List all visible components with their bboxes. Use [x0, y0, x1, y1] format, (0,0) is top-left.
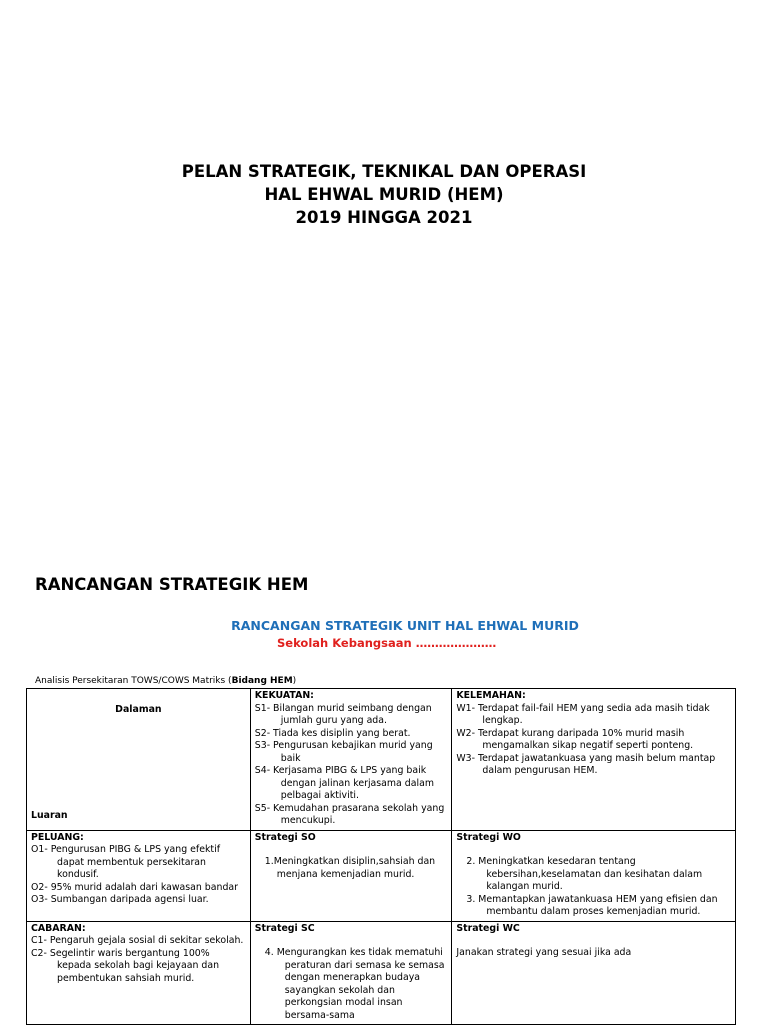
unit-heading: RANCANGAN STRATEGIK UNIT HAL EHWAL MURID	[231, 618, 579, 633]
analysis-suffix: )	[292, 676, 297, 686]
kekuatan-cell	[250, 689, 452, 831]
kekuatan-item: S4- Kerjasama PIBG & LPS yang baik dengan jalinan kerjasama dalam pelbagai aktiviti.	[254, 765, 434, 801]
strategi-sc-item: 4. Mengurangkan kes tidak mematuhi peraturan dari semasa ke semasa dengan menerapkan budaya sayangkan sekolah dan perkongsian modal insan bersama-sama	[264, 947, 445, 1021]
strategi-sc-cell	[250, 921, 452, 1025]
kekuatan-item: S3- Pengurusan kebajikan murid yang baik	[254, 740, 433, 764]
analysis-bold: Bidang HEM	[231, 676, 293, 686]
cabaran-header: CABARAN:	[31, 922, 86, 934]
peluang-header: PELUANG:	[31, 831, 84, 843]
strategi-wo-header: Strategi WO	[456, 831, 521, 843]
peluang-item: O3- Sumbangan daripada agensi luar.	[31, 894, 209, 905]
kekuatan-item: S2- Tiada kes disiplin yang berat.	[254, 727, 411, 739]
strategi-sc-header: Strategi SC	[254, 922, 315, 934]
strategi-wc-cell	[452, 921, 736, 1025]
tows-matrix-table	[26, 688, 736, 1025]
strategi-wo-item: 3. Memantapkan jawatankuasa HEM yang efisien dan membantu dalam proses kemenjadian murid.	[466, 893, 718, 917]
table-row-header	[27, 689, 736, 831]
cabaran-item: C2- Segelintir waris bergantung 100% kepada sekolah bagi kejayaan dan pembentukan sahsiah murid.	[31, 947, 220, 984]
cabaran-item: C1- Pengaruh gejala sosial di sekitar sekolah.	[31, 935, 244, 946]
peluang-item: O2- 95% murid adalah dari kawasan bandar	[31, 881, 238, 893]
table-row-peluang	[27, 830, 736, 921]
kelemahan-header: KELEMAHAN:	[456, 690, 526, 701]
kelemahan-item: W1- Terdapat fail-fail HEM yang sedia ada masih tidak lengkap.	[456, 702, 710, 726]
cabaran-cell	[27, 921, 251, 1025]
kelemahan-item: W2- Terdapat kurang daripada 10% murid masih mengamalkan sikap negatif seperti ponteng.	[456, 727, 694, 751]
kekuatan-item: S5- Kemudahan prasarana sekolah yang mencukupi.	[254, 802, 445, 826]
school-name-line: Sekolah Kebangsaan …………………	[277, 636, 497, 650]
luaran-label: Luaran	[31, 809, 68, 821]
analysis-caption	[35, 676, 296, 686]
section-heading: RANCANGAN STRATEGIK HEM	[35, 575, 309, 594]
strategi-so-header: Strategi SO	[254, 831, 316, 843]
title-line-2: HAL EHWAL MURID (HEM)	[264, 185, 504, 204]
document-title	[0, 160, 768, 229]
strategi-wc-text: Janakan strategi yang sesuai jika ada	[456, 947, 632, 958]
table-row-cabaran	[27, 921, 736, 1025]
dalaman-label: Dalaman	[115, 704, 162, 715]
strategi-wo-cell	[452, 830, 736, 921]
kelemahan-item: W3- Terdapat jawatankuasa yang masih belum mantap dalam pengurusan HEM.	[456, 752, 716, 776]
kelemahan-cell	[452, 689, 736, 831]
title-line-3: 2019 HINGGA 2021	[295, 208, 473, 227]
strategi-wo-item: 2. Meningkatkan kesedaran tentang kebersihan,keselamatan dan kesihatan dalam kalangan murid.	[466, 856, 703, 892]
peluang-cell	[27, 830, 251, 921]
title-line-1: PELAN STRATEGIK, TEKNIKAL DAN OPERASI	[181, 162, 587, 181]
kekuatan-item: S1- Bilangan murid seimbang dengan jumlah guru yang ada.	[254, 702, 432, 726]
corner-cell	[27, 689, 251, 831]
strategi-so-cell	[250, 830, 452, 921]
strategi-wc-header: Strategi WC	[456, 922, 520, 934]
strategi-so-item: 1.Meningkatkan disiplin,sahsiah dan menjana kemenjadian murid.	[264, 856, 436, 880]
peluang-item: O1- Pengurusan PIBG & LPS yang efektif dapat membentuk persekitaran kondusif.	[31, 844, 221, 880]
kekuatan-header: KEKUATAN:	[254, 690, 314, 701]
analysis-prefix: Analisis Persekitaran TOWS/COWS Matriks (	[35, 676, 232, 686]
